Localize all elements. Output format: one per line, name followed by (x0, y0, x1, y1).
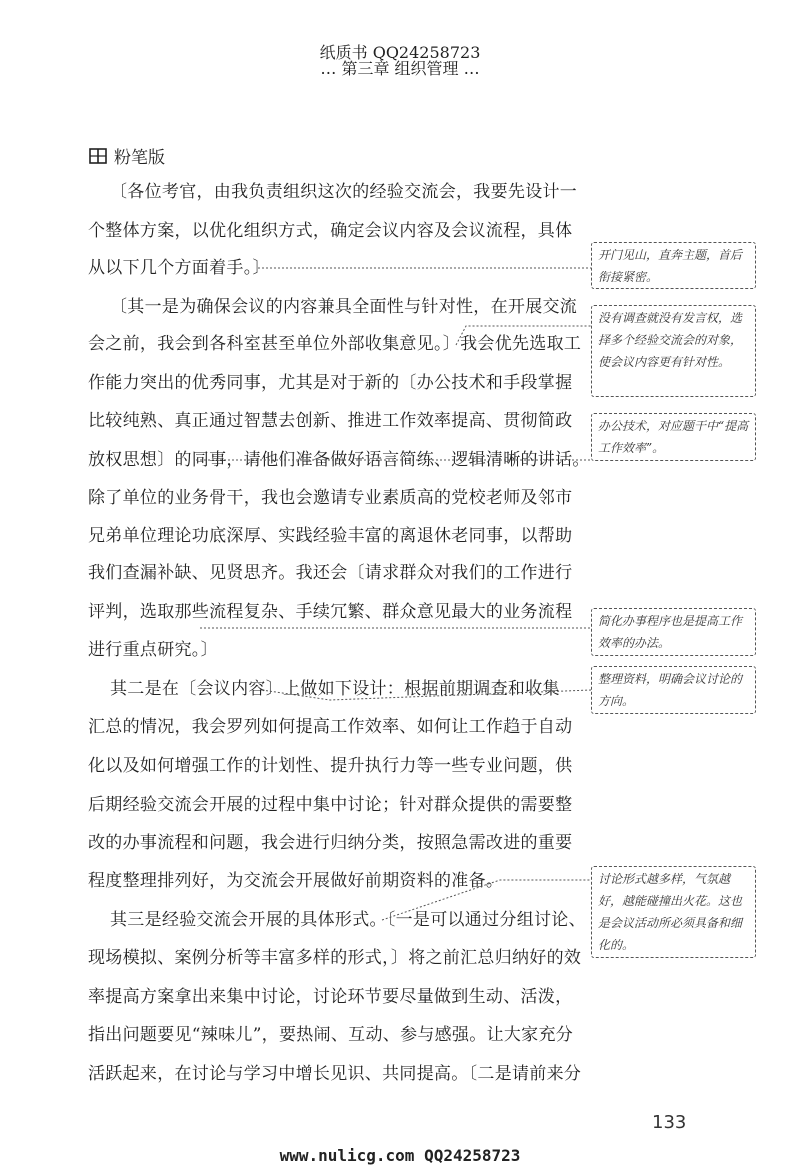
header-top-text: 纸质书 QQ24258723 (319, 43, 481, 62)
book-icon (88, 146, 108, 166)
body-line: 会之前，我会到各科室甚至单位外部收集意见。〕我会优先选取工 (88, 334, 582, 354)
margin-note: 办公技术，对应题干中“提高工作效率”。 (591, 413, 756, 461)
body-line: 比较纯熟、真正通过智慧去创新、推进工作效率提高、贯彻简政 (88, 411, 573, 431)
body-line: 从以下几个方面着手。〕 (88, 258, 270, 278)
body-line: 后期经验交流会开展的过程中集中讨论；针对群众提供的需要整 (88, 795, 573, 815)
body-line: 〔其一是为确保会议的内容兼具全面性与针对性，在开展交流 (110, 297, 578, 317)
body-line: 活跃起来，在讨论与学习中增长见识、共同提高。〔二是请前来分 (88, 1064, 582, 1084)
body-line: 率提高方案拿出来集中讨论，讨论环节要尽量做到生动、活泼， (88, 987, 573, 1007)
body-line: 兄弟单位理论功底深厚、实践经验丰富的离退休老同事，以帮助 (88, 526, 573, 546)
body-line: 其二是在〔会议内容〕上做如下设计：根据前期调查和收集 (110, 679, 560, 699)
margin-note: 开门见山，直奔主题，首后衔接紧密。 (591, 242, 756, 289)
body-line: 作能力突出的优秀同事，尤其是对于新的〔办公技术和手段掌握 (88, 373, 573, 393)
margin-note: 简化办事程序也是提高工作效率的办法。 (591, 608, 756, 656)
page-number: 133 (652, 1112, 687, 1133)
body-line: 个整体方案，以优化组织方式，确定会议内容及会议流程，具体 (88, 221, 573, 241)
body-line: 评判，选取那些流程复杂、手续冗繁、群众意见最大的业务流程 (88, 602, 573, 622)
body-line: 现场模拟、案例分析等丰富多样的形式，〕将之前汇总归纳好的效 (88, 948, 582, 968)
margin-note: 整理资料，明确会议讨论的方向。 (591, 666, 756, 714)
body-line: 放权思想〕的同事，请他们准备做好语言简练、逻辑清晰的讲话。 (88, 450, 590, 470)
body-line: 进行重点研究。〕 (88, 640, 218, 660)
body-line: 汇总的情况，我会罗列如何提高工作效率、如何让工作趋于自动 (88, 717, 573, 737)
margin-note: 讨论形式越多样，气氛越好，越能碰撞出火花。这也是会议活动所必须具备和细化的。 (591, 866, 756, 958)
section-title-label: 粉笔版 (114, 148, 165, 168)
chapter-header: … 第三章 组织管理 … (320, 59, 480, 78)
body-line: 除了单位的业务骨干，我也会邀请专业素质高的党校老师及邻市 (88, 488, 573, 508)
section-title (88, 143, 165, 168)
margin-note: 没有调查就没有发言权，选择多个经验交流会的对象，使会议内容更有针对性。 (591, 305, 756, 397)
body-line: 〔各位考官，由我负责组织这次的经验交流会，我要先设计一 (110, 182, 578, 202)
body-line: 化以及如何增强工作的计划性、提升执行力等一些专业问题，供 (88, 756, 573, 776)
body-line: 程度整理排列好，为交流会开展做好前期资料的准备。 (88, 871, 504, 891)
body-line: 其三是经验交流会开展的具体形式。〔一是可以通过分组讨论、 (110, 910, 586, 930)
body-line: 改的办事流程和问题，我会进行归纳分类，按照急需改进的重要 (88, 833, 573, 853)
body-line: 我们查漏补缺、见贤思齐。我还会〔请求群众对我们的工作进行 (88, 563, 573, 583)
footer-watermark: www.nulicg.com QQ24258723 (279, 1146, 521, 1165)
body-line: 指出问题要见“辣味儿”，要热闹、互动、参与感强。让大家充分 (88, 1025, 574, 1045)
